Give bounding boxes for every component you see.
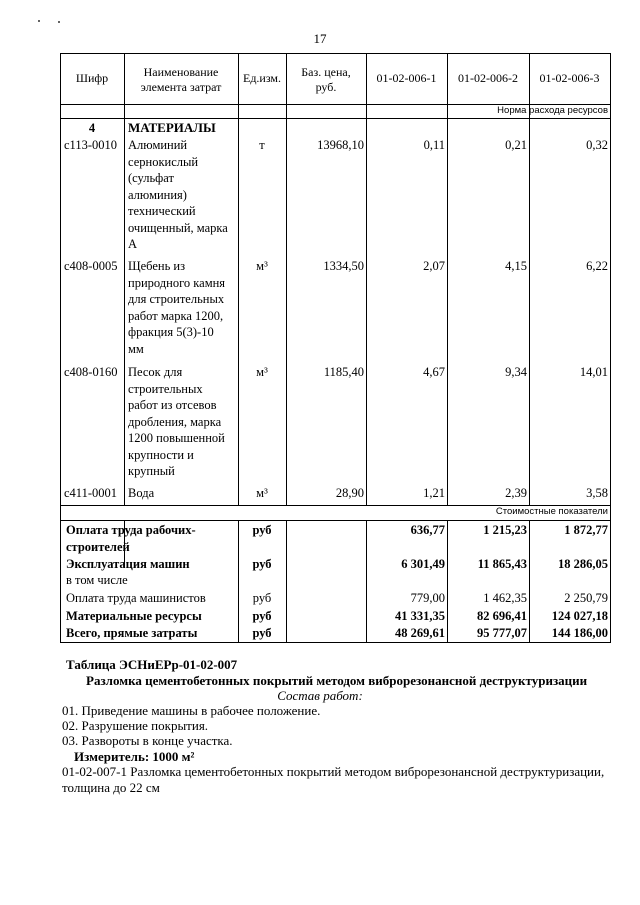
- material-name-line: 1200 повышенной: [128, 431, 225, 445]
- material-value: 2,39: [505, 486, 527, 500]
- material-value: 9,34: [505, 365, 527, 379]
- works-heading: Состав работ:: [277, 688, 363, 703]
- cost-value: 11 865,43: [477, 557, 527, 571]
- material-name: [128, 485, 236, 502]
- cost-value: 779,00: [410, 591, 445, 605]
- material-value: 0,32: [586, 138, 608, 152]
- header-col2: 01-02-006-2: [458, 71, 518, 85]
- material-name-line: А: [128, 237, 138, 251]
- cost-value: 1 215,23: [483, 523, 527, 537]
- table-subtitle: Разломка цементобетонных покрытий методом виброрезонансной деструктуризации: [86, 673, 588, 688]
- material-price: 28,90: [335, 486, 364, 500]
- material-name-line: Песок для: [128, 365, 183, 379]
- section-title: МАТЕРИАЛЫ: [128, 120, 216, 135]
- material-name-line: работ из отсевов: [128, 398, 217, 412]
- material-name: [128, 364, 236, 480]
- section-number: 4: [88, 121, 96, 135]
- col-divider: [124, 53, 125, 568]
- cost-value: 1 872,77: [564, 523, 608, 537]
- scan-speck: [38, 20, 40, 22]
- material-value: 6,22: [586, 259, 608, 273]
- header-col3: 01-02-006-3: [539, 71, 600, 85]
- work-item: 02. Разрушение покрытия.: [62, 718, 209, 733]
- material-name-line: мм: [128, 341, 144, 356]
- cost-label: Стоимостные показатели: [495, 506, 608, 517]
- norm-label: Норма расхода ресурсов: [497, 105, 608, 116]
- work-item: 01. Приведение машины в рабочее положение.: [62, 703, 321, 718]
- cost-unit: руб: [252, 609, 272, 623]
- material-name-line: очищенный, марка: [128, 220, 228, 235]
- material-name-line: крупный: [128, 464, 175, 478]
- cost-name: [66, 522, 236, 555]
- cost-unit: руб: [252, 591, 272, 605]
- material-code: с408-0005: [64, 259, 118, 273]
- page-number: 17: [313, 31, 327, 46]
- material-value: 0,11: [423, 138, 445, 152]
- material-unit: м³: [256, 365, 268, 379]
- header-col1: 01-02-006-1: [376, 71, 437, 85]
- material-value: 1,21: [423, 486, 445, 500]
- cost-value: 144 186,00: [551, 626, 608, 640]
- cost-unit: руб: [252, 557, 272, 571]
- table-border-left: [60, 53, 61, 642]
- material-name-line: работ марка 1200,: [128, 308, 224, 323]
- scan-speck: [58, 21, 60, 23]
- material-name-line: Щебень из: [128, 259, 186, 273]
- row-divider: [60, 118, 611, 119]
- cost-value: 1 462,35: [483, 591, 527, 605]
- table-border-right: [610, 53, 611, 642]
- cost-value: 95 777,07: [477, 626, 527, 640]
- material-name-line: Вода: [128, 486, 155, 500]
- cost-value: 6 301,49: [401, 557, 445, 571]
- header-price: [286, 65, 366, 95]
- material-code: с411-0001: [64, 486, 117, 500]
- cost-value: 124 027,18: [551, 609, 608, 623]
- material-name: [128, 258, 236, 357]
- material-name-line: Алюминий: [128, 138, 188, 152]
- material-value: 3,58: [586, 486, 608, 500]
- material-name-line: фракция 5(3)-10: [128, 325, 214, 339]
- material-value: 2,07: [423, 259, 445, 273]
- material-name-line: технический: [128, 204, 196, 218]
- item-description: 01-02-007-1 Разломка цементобетонных покрытий методом виброрезонансной деструктуризации, толщина до 22 см: [62, 764, 605, 795]
- cost-value: 82 696,41: [477, 609, 527, 623]
- material-name: [128, 137, 236, 253]
- cost-value: 2 250,79: [564, 591, 608, 605]
- table-border-bottom: [60, 642, 611, 643]
- table-border-top: [60, 53, 611, 54]
- material-price: 1334,50: [323, 259, 364, 273]
- material-code: с408-0160: [64, 365, 118, 379]
- material-name-line: крупности и: [128, 447, 194, 462]
- header-name: [124, 65, 238, 95]
- material-price: 13968,10: [317, 138, 364, 152]
- material-value: 0,21: [505, 138, 527, 152]
- material-value: 4,15: [505, 259, 527, 273]
- cost-value: 48 269,61: [395, 626, 445, 640]
- material-name-line: для строительных: [128, 292, 225, 306]
- material-price: 1185,40: [323, 365, 364, 379]
- row-divider: [60, 520, 611, 521]
- material-unit: т: [259, 138, 265, 152]
- material-name-line: природного камня: [128, 275, 226, 290]
- header-unit: Ед.изм.: [242, 71, 282, 85]
- header-code: Шифр: [75, 71, 109, 85]
- cost-name: Эксплуатация машин: [66, 557, 190, 571]
- cost-value: 18 286,05: [558, 557, 608, 571]
- cost-value: 41 331,35: [395, 609, 445, 623]
- material-value: 14,01: [579, 365, 608, 379]
- material-name-line: строительных: [128, 381, 203, 396]
- col-divider: [286, 521, 287, 642]
- material-name-line: сернокислый: [128, 154, 199, 169]
- material-name-line: алюминия): [128, 187, 187, 202]
- meter-label: Измеритель: 1000 м²: [74, 749, 195, 764]
- cost-name: Материальные ресурсы: [66, 609, 202, 623]
- header-name-line: Наименование: [143, 65, 219, 79]
- material-name-line: дробления, марка: [128, 414, 222, 429]
- cost-unit: руб: [252, 626, 272, 640]
- cost-name: Оплата труда машинистов: [66, 591, 206, 605]
- cost-name-line: Оплата труда рабочих-: [66, 523, 196, 537]
- cost-value: 636,77: [410, 523, 445, 537]
- material-unit: м³: [256, 259, 268, 273]
- material-name-line: (сульфат: [128, 171, 174, 185]
- header-price-line: Баз. цена,: [301, 65, 351, 79]
- material-code: с113-0010: [64, 138, 117, 152]
- table-title: Таблица ЭСНиЕРр-01-02-007: [66, 657, 238, 672]
- cost-name: Всего, прямые затраты: [66, 626, 198, 640]
- cost-sub: в том числе: [66, 573, 128, 587]
- material-value: 4,67: [423, 365, 445, 379]
- header-price-line: руб.: [315, 80, 337, 94]
- cost-name-line: строителей: [66, 539, 130, 554]
- work-item: 03. Развороты в конце участка.: [62, 733, 233, 748]
- cost-unit: руб: [252, 523, 272, 537]
- material-unit: м³: [256, 486, 268, 500]
- header-name-line: элемента затрат: [140, 80, 222, 94]
